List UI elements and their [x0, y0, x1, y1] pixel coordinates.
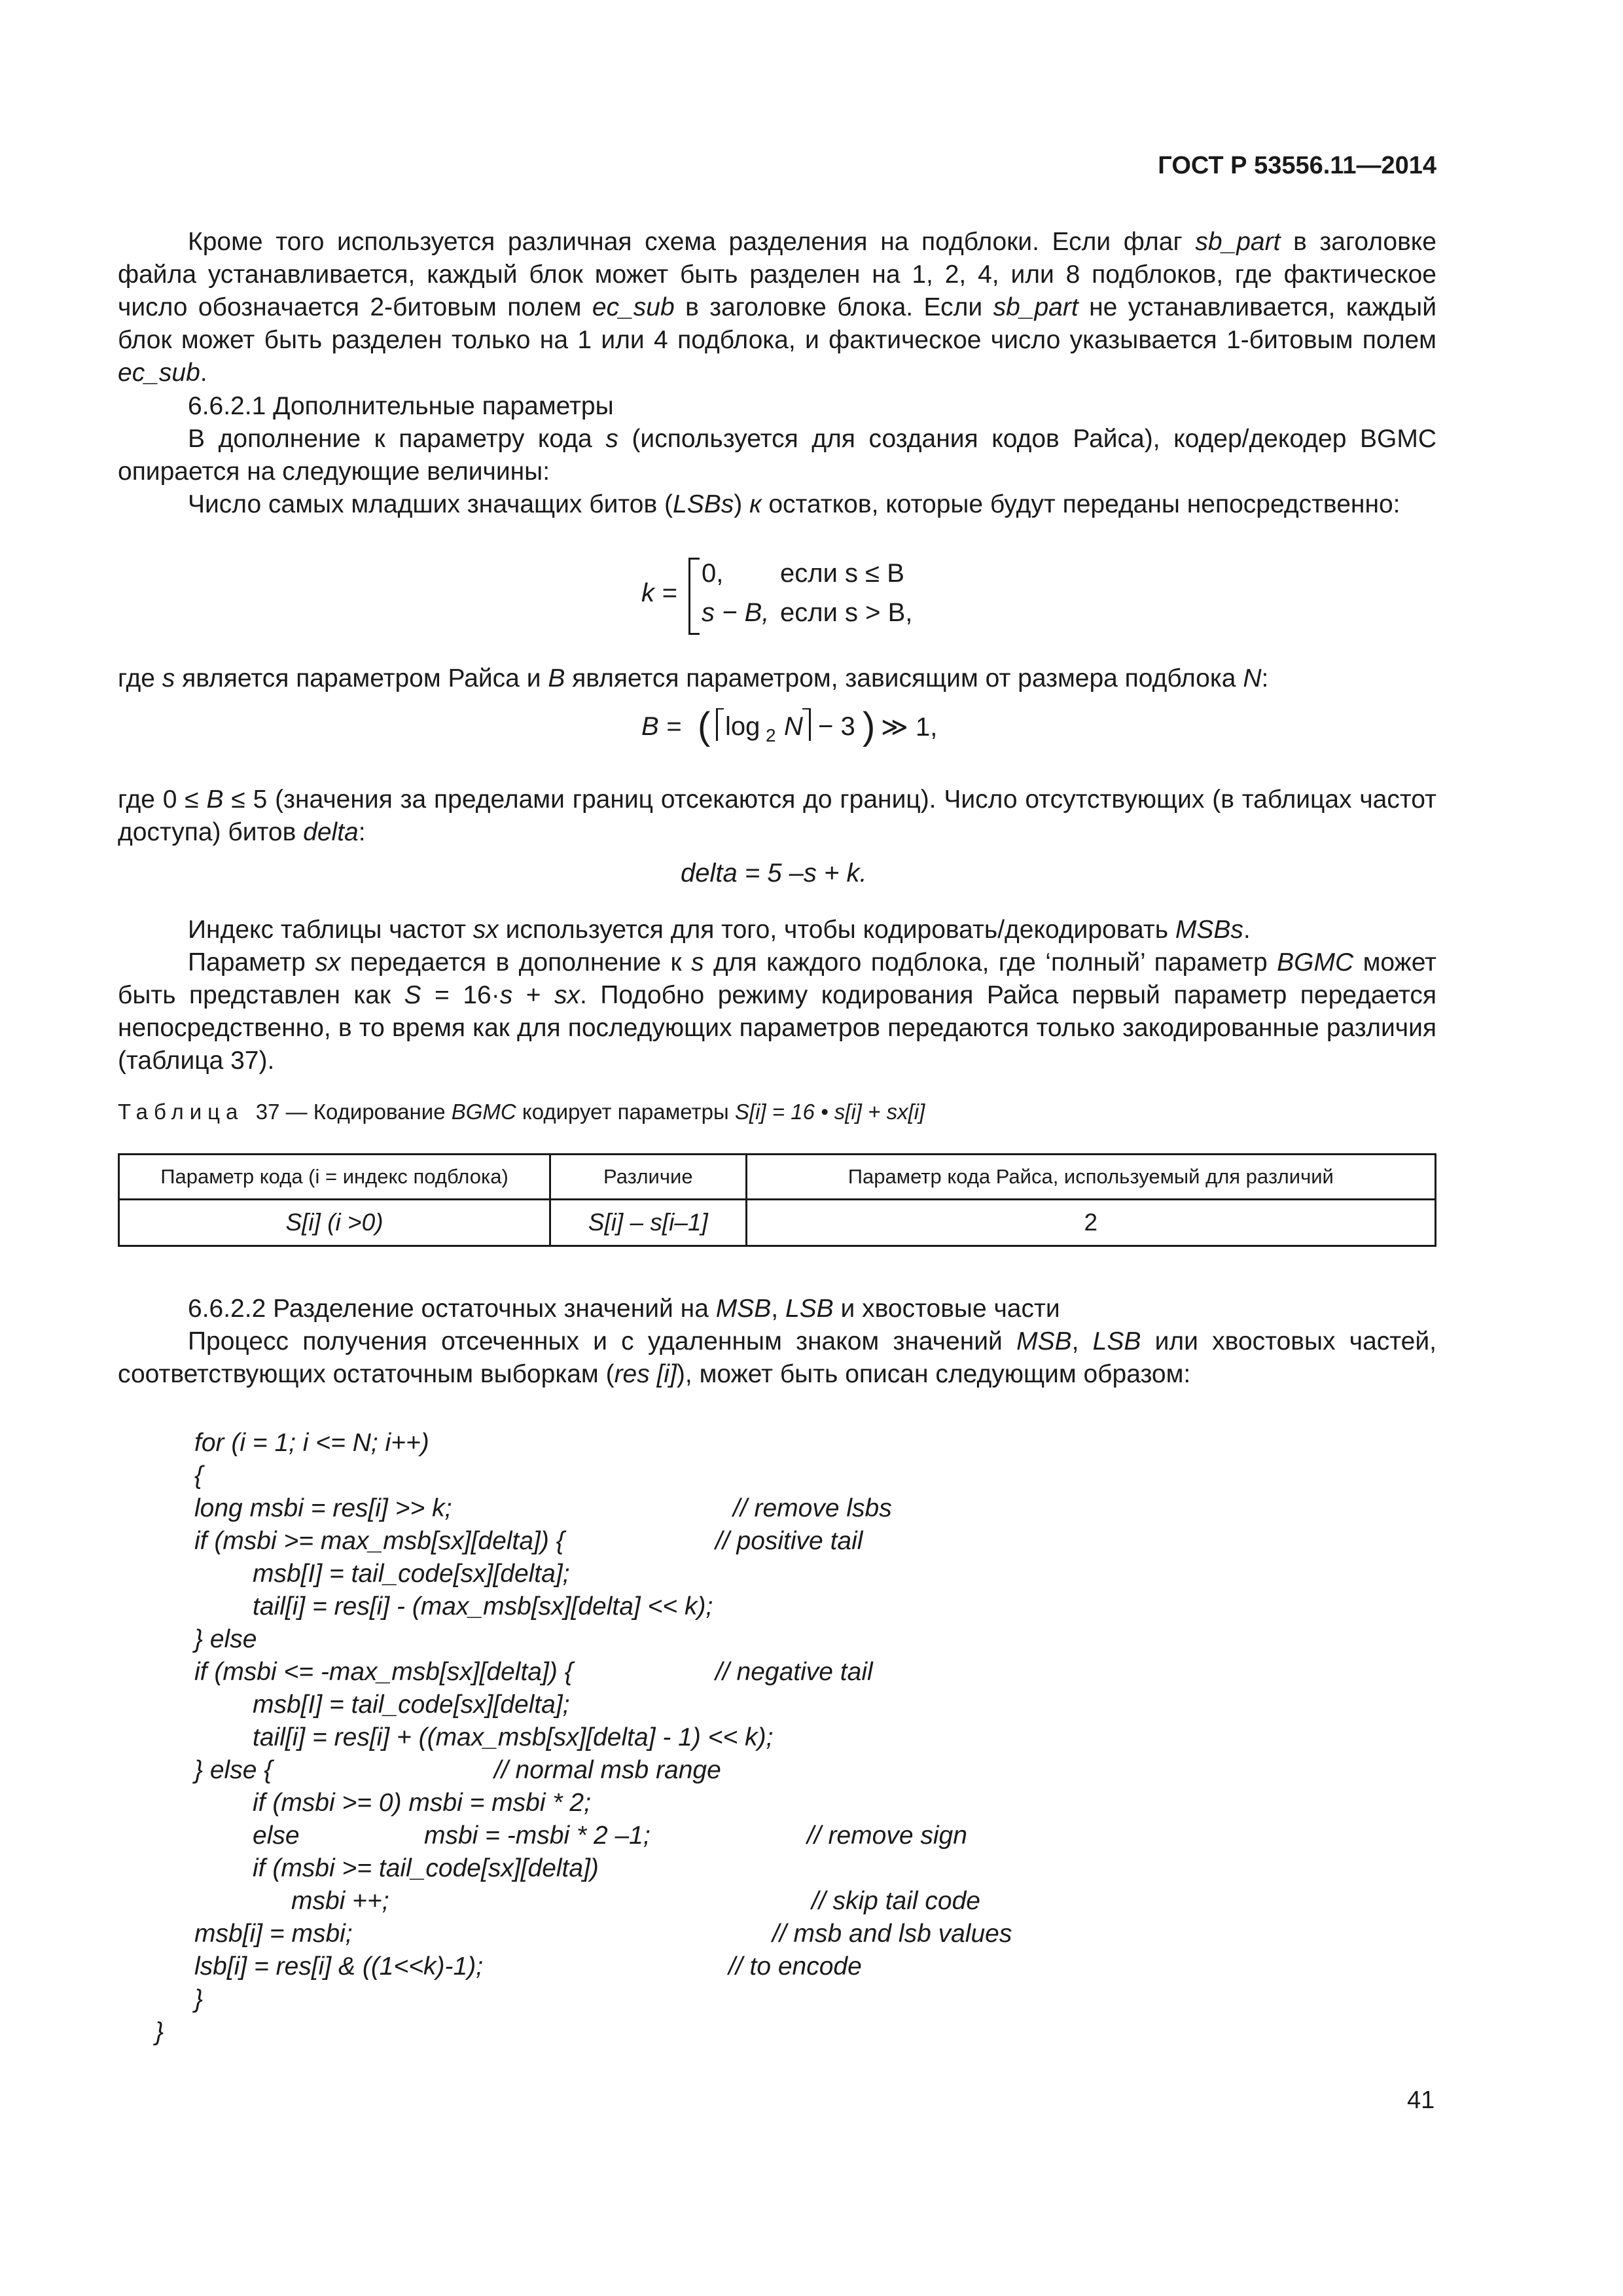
code-comment: // negative tail [715, 1658, 873, 1686]
paragraph-lsb-count: Число самых младших значащих битов (LSBs) к остатков, которые будут переданы непосредственно: [188, 490, 1400, 518]
formula-b-ceil-left-top [716, 708, 724, 709]
code-line: tail[i] = res[i] + ((max_msb[sx][delta] - 1) << k); [253, 1723, 774, 1751]
formula-b-minus-three: − 3 [818, 712, 855, 741]
formula-k-bracket [688, 558, 700, 635]
page-number: 41 [1407, 2087, 1435, 2114]
formula-k [628, 554, 1021, 639]
code-line: } [194, 1985, 204, 2013]
code-comment: // msb and lsb values [772, 1920, 1012, 1948]
section-heading-6622: 6.6.2.2 Разделение остаточных значений на MSB, LSB и хвостовые части [188, 1295, 1060, 1323]
formula-k-lhs: k = [641, 579, 677, 607]
table-header-row [119, 1155, 1436, 1200]
formula-b-n: N [784, 712, 803, 741]
code-line: msb[i] = msbi; [194, 1920, 353, 1948]
formula-b-lhs: B = [641, 712, 682, 741]
formula-b-close-paren: ) [863, 705, 876, 747]
table-header-difference: Различие [550, 1155, 746, 1200]
formula-b-open-paren: ( [698, 705, 711, 747]
code-line: } else [194, 1625, 257, 1653]
paragraph-rice-parameter: где s является параметром Райса и B является параметром, зависящим от размера подблока N: [118, 664, 1269, 692]
table-header-rice-parameter: Параметр кода Райса, используемый для различий [746, 1155, 1435, 1200]
code-line: msb[I] = tail_code[sx][delta]; [253, 1560, 570, 1588]
formula-k-case2-cond: если s > B, [780, 598, 913, 627]
table-cell-code-parameter: S[i] (i >0) [119, 1200, 550, 1246]
formula-k-case2-value: s − B, [702, 598, 770, 627]
code-comment: // skip tail code [812, 1887, 980, 1915]
code-line: msb[I] = tail_code[sx][delta]; [253, 1691, 570, 1719]
code-comment: // to encode [728, 1952, 862, 1981]
table-row [119, 1200, 1436, 1246]
table-37 [118, 1153, 1436, 1247]
paragraph-bgmc-parameters: В дополнение к параметру кода s (используется для создания кодов Райса), кодер/декодер BGMC опирается на следующие величины: [118, 425, 1437, 486]
code-line: msbi ++; [291, 1887, 389, 1915]
code-line: { [194, 1462, 204, 1490]
code-line: msbi = -msbi * 2 –1; [424, 1821, 651, 1850]
code-line: } [155, 2018, 164, 2046]
formula-delta: delta = 5 –s + k. [681, 859, 867, 888]
code-comment: // remove lsbs [733, 1494, 892, 1522]
code-line: if (msbi >= max_msb[sx][delta]) { [194, 1527, 565, 1555]
table-cell-rice-parameter: 2 [746, 1200, 1435, 1246]
code-comment: // remove sign [807, 1821, 967, 1850]
code-comment: // positive tail [715, 1527, 863, 1555]
formula-b-log: log [725, 712, 760, 741]
table-header-code-parameter: Параметр кода (i = индекс подблока) [119, 1155, 550, 1200]
code-line: long msbi = res[i] >> k; [194, 1494, 452, 1522]
section-heading-6621: 6.6.2.1 Дополнительные параметры [188, 392, 614, 420]
code-line: lsb[i] = res[i] & ((1<<k)-1); [194, 1952, 484, 1981]
paragraph-delta-bits: где 0 ≤ B ≤ 5 (значения за пределами границ отсекаются до границ). Число отсутствующих (в таблицах частот доступа) битов delta: [118, 785, 1436, 846]
code-line: else [253, 1821, 300, 1850]
code-line: tail[i] = res[i] - (max_msb[sx][delta] << k); [253, 1592, 713, 1621]
formula-k-case1-value: 0, [702, 559, 724, 588]
paragraph-frequency-index: Индекс таблицы частот sx используется для того, чтобы кодировать/декодировать MSBs. [188, 916, 1251, 944]
code-line: if (msbi <= -max_msb[sx][delta]) { [194, 1658, 573, 1686]
formula-k-case1-cond: если s ≤ B [780, 559, 904, 588]
code-line: if (msbi >= tail_code[sx][delta]) [253, 1854, 599, 1882]
formula-b-log-base: 2 [766, 725, 776, 745]
code-line: for (i = 1; i <= N; i++) [194, 1429, 429, 1457]
code-comment: // normal msb range [494, 1756, 721, 1784]
formula-b-ceil-left [716, 708, 718, 741]
paragraph-residual-process: Процесс получения отсеченных и с удаленным знаком значений MSB, LSB или хвостовых частей, соответствующих остаточным выборкам (res [i]), может быть описан следующим образом: [118, 1327, 1436, 1388]
formula-b-ceil-right [809, 708, 811, 741]
paragraph-sx-parameter: Параметр sx передается в дополнение к s для каждого подблока, где ‘полный’ параметр BGMC может быть представлен как S = 16·s + sx. Подобно режиму кодирования Райса первый параметр передается непосредственно, в то время как для последующих параметров передаются только закодированные различия (таблица 37). [118, 948, 1436, 1075]
table-cell-difference: S[i] – s[i–1] [550, 1200, 746, 1246]
code-line: if (msbi >= 0) msbi = msbi * 2; [253, 1789, 591, 1817]
code-line: } else { [194, 1756, 273, 1784]
document-standard-number: ГОСТ Р 53556.11—2014 [1158, 152, 1436, 179]
paragraph-subblock-partition: Кроме того используется различная схема разделения на подблоки. Если флаг sb_part в заголовке файла устанавливается, каждый блок может быть разделен на 1, 2, 4, или 8 подблоков, где фактическое число обозначается 2-битовым полем ec_sub в заголовке блока. Если sb_part не устанавливается, каждый блок может быть разделен только на 1 или 4 подблока, и фактическое число указывается 1-битовым полем ec_sub. [118, 228, 1436, 387]
formula-b-ceil-right-top [802, 708, 810, 709]
formula-b-shift: ≫ 1, [881, 713, 938, 742]
table-37-caption: Таблица 37 — Кодирование BGMC кодирует параметры S[i] = 16 • s[i] + sx[i] [118, 1100, 925, 1124]
formula-b [641, 704, 955, 750]
